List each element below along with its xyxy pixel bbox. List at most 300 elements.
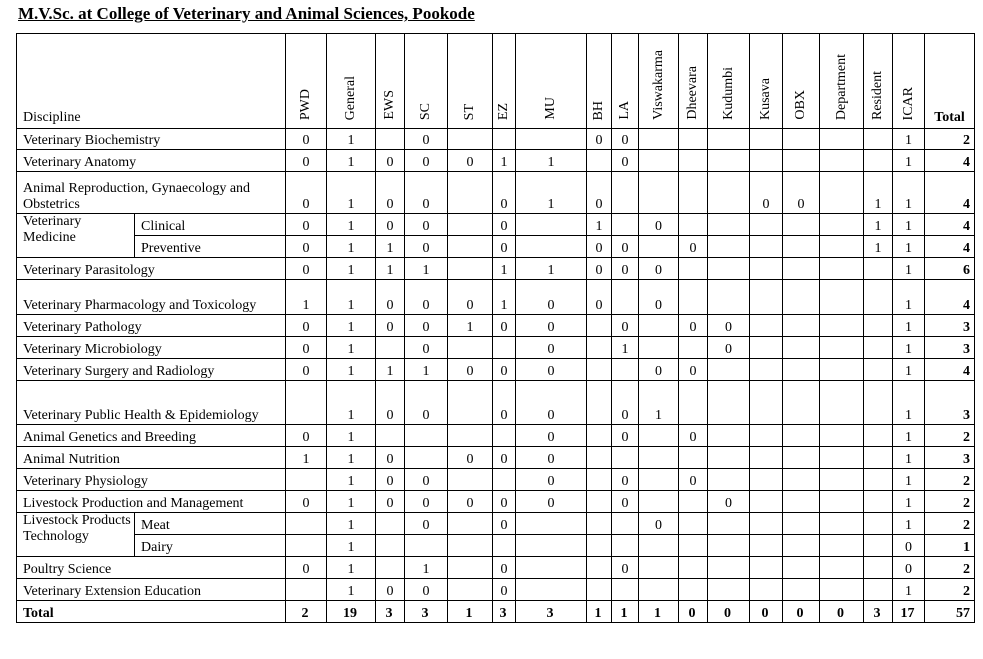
table-cell: 0 bbox=[493, 359, 516, 381]
table-cell: 1 bbox=[493, 258, 516, 280]
table-cell bbox=[448, 579, 493, 601]
table-cell bbox=[679, 513, 708, 535]
category-header bbox=[448, 34, 493, 129]
table-cell: 0 bbox=[612, 315, 639, 337]
table-cell bbox=[612, 359, 639, 381]
table-cell: 0 bbox=[612, 557, 639, 579]
table-cell bbox=[750, 447, 783, 469]
table-cell bbox=[820, 447, 864, 469]
table-cell bbox=[286, 535, 327, 557]
total-cell: 2 bbox=[286, 601, 327, 623]
table-cell bbox=[783, 258, 820, 280]
table-cell: 1 bbox=[893, 337, 925, 359]
total-cell: 19 bbox=[327, 601, 376, 623]
row-total: 2 bbox=[925, 579, 975, 601]
table-cell: 0 bbox=[612, 491, 639, 513]
table-cell bbox=[448, 513, 493, 535]
table-cell: 1 bbox=[893, 579, 925, 601]
table-cell bbox=[679, 214, 708, 236]
table-cell: 1 bbox=[864, 236, 893, 258]
table-cell bbox=[783, 359, 820, 381]
table-cell: 0 bbox=[286, 315, 327, 337]
category-header bbox=[750, 34, 783, 129]
table-cell bbox=[750, 579, 783, 601]
table-cell: 0 bbox=[708, 491, 750, 513]
table-cell bbox=[820, 150, 864, 172]
table-row bbox=[17, 579, 975, 601]
table-cell: 0 bbox=[493, 381, 516, 425]
total-cell: 3 bbox=[493, 601, 516, 623]
table-cell: 0 bbox=[493, 214, 516, 236]
table-cell bbox=[820, 172, 864, 214]
table-cell bbox=[516, 579, 587, 601]
table-row bbox=[17, 381, 975, 425]
discipline-label: Veterinary Pathology bbox=[17, 315, 286, 337]
category-header bbox=[679, 34, 708, 129]
table-cell bbox=[783, 425, 820, 447]
table-cell: 0 bbox=[493, 513, 516, 535]
table-cell bbox=[679, 557, 708, 579]
table-cell: 1 bbox=[327, 214, 376, 236]
table-cell: 1 bbox=[587, 214, 612, 236]
table-cell: 0 bbox=[493, 236, 516, 258]
table-cell bbox=[783, 557, 820, 579]
table-cell bbox=[639, 129, 679, 150]
row-total: 3 bbox=[925, 337, 975, 359]
table-cell: 0 bbox=[376, 381, 405, 425]
table-cell bbox=[448, 425, 493, 447]
category-label: BH bbox=[591, 100, 607, 120]
total-cell: 0 bbox=[750, 601, 783, 623]
table-cell bbox=[587, 337, 612, 359]
table-cell bbox=[864, 447, 893, 469]
table-cell bbox=[820, 381, 864, 425]
table-cell bbox=[708, 557, 750, 579]
table-cell bbox=[679, 535, 708, 557]
discipline-label: Veterinary Parasitology bbox=[17, 258, 286, 280]
table-cell bbox=[679, 129, 708, 150]
table-cell bbox=[864, 557, 893, 579]
discipline-label: Veterinary Biochemistry bbox=[17, 129, 286, 150]
table-row bbox=[17, 491, 975, 513]
category-label: Dheevara bbox=[685, 66, 701, 120]
table-cell bbox=[516, 513, 587, 535]
table-cell: 0 bbox=[448, 280, 493, 315]
table-cell: 0 bbox=[639, 359, 679, 381]
table-cell: 0 bbox=[405, 236, 448, 258]
table-cell: 0 bbox=[516, 359, 587, 381]
table-row bbox=[17, 129, 975, 150]
table-cell bbox=[612, 280, 639, 315]
table-row bbox=[17, 469, 975, 491]
table-cell: 1 bbox=[516, 150, 587, 172]
table-cell bbox=[783, 447, 820, 469]
table-cell bbox=[679, 579, 708, 601]
table-cell: 1 bbox=[327, 557, 376, 579]
table-cell: 1 bbox=[893, 425, 925, 447]
table-cell bbox=[493, 425, 516, 447]
table-cell bbox=[679, 280, 708, 315]
table-cell bbox=[750, 337, 783, 359]
table-cell bbox=[864, 258, 893, 280]
table-cell: 1 bbox=[376, 359, 405, 381]
table-cell bbox=[864, 150, 893, 172]
table-cell: 1 bbox=[864, 172, 893, 214]
category-label: OBX bbox=[793, 90, 809, 120]
table-cell: 0 bbox=[376, 491, 405, 513]
table-cell: 1 bbox=[893, 280, 925, 315]
row-total: 1 bbox=[925, 535, 975, 557]
table-cell: 0 bbox=[405, 337, 448, 359]
category-label: EZ bbox=[496, 102, 512, 120]
table-cell: 1 bbox=[327, 315, 376, 337]
category-label: ICAR bbox=[900, 86, 916, 120]
category-label: General bbox=[343, 75, 359, 120]
discipline-label: Poultry Science bbox=[17, 557, 286, 579]
discipline-label: Veterinary Surgery and Radiology bbox=[17, 359, 286, 381]
table-cell bbox=[679, 258, 708, 280]
table-cell: 0 bbox=[679, 236, 708, 258]
table-cell bbox=[750, 258, 783, 280]
table-cell: 0 bbox=[286, 359, 327, 381]
table-cell: 0 bbox=[516, 491, 587, 513]
table-cell bbox=[820, 579, 864, 601]
table-cell: 0 bbox=[405, 513, 448, 535]
row-total: 4 bbox=[925, 150, 975, 172]
table-cell: 0 bbox=[286, 236, 327, 258]
table-row bbox=[17, 150, 975, 172]
row-total: 3 bbox=[925, 315, 975, 337]
table-cell bbox=[820, 425, 864, 447]
table-cell: 0 bbox=[587, 236, 612, 258]
table-cell bbox=[708, 447, 750, 469]
table-cell: 1 bbox=[327, 579, 376, 601]
table-cell: 0 bbox=[679, 425, 708, 447]
table-cell bbox=[639, 557, 679, 579]
discipline-label: Livestock Products Technology bbox=[17, 513, 135, 557]
table-cell bbox=[448, 337, 493, 359]
grand-total: 57 bbox=[925, 601, 975, 623]
table-cell: 0 bbox=[679, 469, 708, 491]
table-cell bbox=[783, 381, 820, 425]
total-header: Total bbox=[925, 34, 975, 129]
table-cell bbox=[783, 280, 820, 315]
table-cell bbox=[376, 129, 405, 150]
sub-discipline-label: Meat bbox=[135, 513, 286, 535]
table-cell bbox=[448, 535, 493, 557]
table-cell: 0 bbox=[893, 557, 925, 579]
table-cell: 1 bbox=[286, 280, 327, 315]
table-cell: 1 bbox=[893, 359, 925, 381]
table-cell: 0 bbox=[286, 491, 327, 513]
table-cell bbox=[612, 513, 639, 535]
table-cell: 1 bbox=[405, 258, 448, 280]
table-cell bbox=[708, 359, 750, 381]
category-header bbox=[376, 34, 405, 129]
table-cell: 1 bbox=[893, 315, 925, 337]
table-cell bbox=[750, 129, 783, 150]
total-cell: 0 bbox=[783, 601, 820, 623]
table-cell bbox=[679, 172, 708, 214]
table-cell bbox=[708, 280, 750, 315]
table-cell bbox=[864, 280, 893, 315]
table-cell: 1 bbox=[327, 381, 376, 425]
table-cell bbox=[820, 337, 864, 359]
table-cell: 0 bbox=[405, 214, 448, 236]
table-cell bbox=[783, 315, 820, 337]
table-row bbox=[17, 513, 975, 535]
table-cell: 0 bbox=[493, 447, 516, 469]
table-cell: 1 bbox=[893, 469, 925, 491]
table-cell: 0 bbox=[639, 214, 679, 236]
table-row bbox=[17, 557, 975, 579]
category-label: ST bbox=[462, 103, 478, 120]
total-cell: 3 bbox=[376, 601, 405, 623]
table-cell: 1 bbox=[516, 172, 587, 214]
table-cell: 0 bbox=[376, 447, 405, 469]
row-total: 6 bbox=[925, 258, 975, 280]
category-header bbox=[612, 34, 639, 129]
table-cell bbox=[820, 258, 864, 280]
table-cell: 0 bbox=[405, 579, 448, 601]
total-cell: 3 bbox=[516, 601, 587, 623]
row-total: 2 bbox=[925, 491, 975, 513]
category-label: PWD bbox=[298, 88, 314, 120]
table-cell bbox=[639, 172, 679, 214]
table-cell: 0 bbox=[286, 214, 327, 236]
table-cell bbox=[376, 535, 405, 557]
table-cell: 0 bbox=[376, 280, 405, 315]
table-cell bbox=[820, 359, 864, 381]
category-header bbox=[864, 34, 893, 129]
table-cell: 1 bbox=[493, 150, 516, 172]
table-row bbox=[17, 447, 975, 469]
category-label: Department bbox=[833, 53, 849, 120]
table-cell bbox=[286, 579, 327, 601]
table-cell bbox=[639, 535, 679, 557]
table-row bbox=[17, 535, 975, 557]
table-cell: 1 bbox=[376, 236, 405, 258]
table-cell bbox=[708, 381, 750, 425]
table-cell: 0 bbox=[405, 172, 448, 214]
table-cell: 0 bbox=[612, 381, 639, 425]
row-total: 4 bbox=[925, 172, 975, 214]
table-cell bbox=[708, 469, 750, 491]
table-cell: 0 bbox=[783, 172, 820, 214]
table-cell: 0 bbox=[516, 447, 587, 469]
row-total: 2 bbox=[925, 557, 975, 579]
table-cell bbox=[750, 381, 783, 425]
table-cell bbox=[639, 447, 679, 469]
table-cell bbox=[750, 535, 783, 557]
table-cell: 0 bbox=[516, 337, 587, 359]
table-cell bbox=[708, 258, 750, 280]
table-cell bbox=[639, 315, 679, 337]
total-cell: 3 bbox=[864, 601, 893, 623]
table-cell bbox=[820, 214, 864, 236]
table-cell: 0 bbox=[286, 425, 327, 447]
table-cell bbox=[448, 469, 493, 491]
table-cell: 1 bbox=[893, 381, 925, 425]
table-cell bbox=[516, 557, 587, 579]
table-cell: 1 bbox=[893, 258, 925, 280]
table-cell bbox=[493, 469, 516, 491]
table-cell bbox=[376, 425, 405, 447]
table-cell bbox=[376, 557, 405, 579]
table-cell: 1 bbox=[327, 491, 376, 513]
table-cell bbox=[864, 425, 893, 447]
table-cell: 0 bbox=[516, 315, 587, 337]
table-cell bbox=[493, 535, 516, 557]
discipline-label: Animal Reproduction, Gynaecology and Obstetrics bbox=[17, 172, 286, 214]
discipline-label: Veterinary Public Health & Epidemiology bbox=[17, 381, 286, 425]
table-row bbox=[17, 172, 975, 214]
table-cell: 0 bbox=[750, 172, 783, 214]
table-cell bbox=[587, 535, 612, 557]
table-cell bbox=[587, 359, 612, 381]
table-cell bbox=[639, 337, 679, 359]
table-cell bbox=[612, 214, 639, 236]
table-cell bbox=[639, 150, 679, 172]
table-cell bbox=[612, 172, 639, 214]
table-cell bbox=[820, 129, 864, 150]
table-cell bbox=[516, 129, 587, 150]
table-cell: 1 bbox=[516, 258, 587, 280]
table-cell bbox=[587, 469, 612, 491]
table-cell bbox=[448, 557, 493, 579]
table-cell bbox=[750, 236, 783, 258]
table-cell: 0 bbox=[405, 381, 448, 425]
table-cell: 1 bbox=[327, 513, 376, 535]
table-cell bbox=[750, 469, 783, 491]
table-cell bbox=[783, 535, 820, 557]
table-cell: 0 bbox=[448, 150, 493, 172]
table-cell: 1 bbox=[327, 337, 376, 359]
table-cell bbox=[708, 172, 750, 214]
table-cell: 1 bbox=[893, 447, 925, 469]
row-total: 2 bbox=[925, 425, 975, 447]
table-cell: 0 bbox=[448, 491, 493, 513]
sub-discipline-label: Clinical bbox=[135, 214, 286, 236]
table-cell: 0 bbox=[708, 337, 750, 359]
discipline-header: Discipline bbox=[17, 34, 286, 129]
table-cell bbox=[783, 150, 820, 172]
table-cell bbox=[864, 535, 893, 557]
table-cell: 0 bbox=[587, 172, 612, 214]
table-cell bbox=[612, 447, 639, 469]
row-total: 4 bbox=[925, 214, 975, 236]
total-cell: 1 bbox=[639, 601, 679, 623]
table-cell: 1 bbox=[893, 214, 925, 236]
table-cell: 1 bbox=[327, 469, 376, 491]
table-cell: 1 bbox=[893, 513, 925, 535]
table-cell: 1 bbox=[327, 535, 376, 557]
category-label: Kudumbi bbox=[720, 67, 736, 120]
table-cell: 0 bbox=[516, 469, 587, 491]
row-total: 3 bbox=[925, 381, 975, 425]
table-cell: 1 bbox=[405, 557, 448, 579]
table-cell: 0 bbox=[612, 129, 639, 150]
table-cell: 0 bbox=[405, 315, 448, 337]
table-cell bbox=[708, 425, 750, 447]
table-cell: 0 bbox=[516, 280, 587, 315]
category-label: LA bbox=[617, 101, 633, 120]
table-cell bbox=[864, 337, 893, 359]
table-row bbox=[17, 258, 975, 280]
table-cell bbox=[750, 359, 783, 381]
table-cell: 0 bbox=[639, 513, 679, 535]
total-cell: 1 bbox=[612, 601, 639, 623]
table-cell: 0 bbox=[405, 469, 448, 491]
table-cell bbox=[708, 150, 750, 172]
total-cell: 17 bbox=[893, 601, 925, 623]
table-cell: 0 bbox=[493, 315, 516, 337]
table-cell bbox=[516, 535, 587, 557]
category-header bbox=[516, 34, 587, 129]
table-cell: 0 bbox=[493, 491, 516, 513]
table-cell bbox=[587, 447, 612, 469]
table-cell bbox=[612, 579, 639, 601]
table-cell: 1 bbox=[327, 129, 376, 150]
table-cell bbox=[587, 579, 612, 601]
table-cell bbox=[448, 214, 493, 236]
category-header bbox=[493, 34, 516, 129]
table-cell bbox=[639, 469, 679, 491]
table-cell bbox=[286, 469, 327, 491]
table-cell: 0 bbox=[679, 315, 708, 337]
table-cell: 1 bbox=[327, 236, 376, 258]
discipline-label: Veterinary Extension Education bbox=[17, 579, 286, 601]
table-cell bbox=[679, 150, 708, 172]
table-cell bbox=[639, 579, 679, 601]
table-cell bbox=[708, 513, 750, 535]
table-cell: 0 bbox=[612, 469, 639, 491]
category-label: Resident bbox=[870, 71, 886, 120]
table-cell: 0 bbox=[708, 315, 750, 337]
table-cell bbox=[783, 469, 820, 491]
table-cell: 1 bbox=[327, 425, 376, 447]
category-label: Viswakarma bbox=[650, 50, 666, 120]
table-cell bbox=[376, 513, 405, 535]
table-cell: 0 bbox=[587, 258, 612, 280]
table-cell: 0 bbox=[376, 469, 405, 491]
table-cell: 1 bbox=[327, 150, 376, 172]
table-cell: 1 bbox=[893, 150, 925, 172]
table-cell bbox=[405, 535, 448, 557]
table-cell: 0 bbox=[612, 236, 639, 258]
table-cell: 0 bbox=[405, 129, 448, 150]
table-cell bbox=[587, 425, 612, 447]
table-cell bbox=[493, 129, 516, 150]
table-cell: 0 bbox=[516, 425, 587, 447]
total-cell: 0 bbox=[708, 601, 750, 623]
table-cell: 1 bbox=[448, 315, 493, 337]
row-total: 4 bbox=[925, 280, 975, 315]
table-cell: 1 bbox=[327, 258, 376, 280]
table-cell: 1 bbox=[376, 258, 405, 280]
table-cell bbox=[783, 129, 820, 150]
table-cell bbox=[516, 236, 587, 258]
table-cell bbox=[820, 513, 864, 535]
total-label: Total bbox=[17, 601, 286, 623]
table-cell: 0 bbox=[893, 535, 925, 557]
seat-table bbox=[16, 33, 975, 623]
table-cell: 0 bbox=[493, 557, 516, 579]
table-cell bbox=[783, 579, 820, 601]
category-header bbox=[405, 34, 448, 129]
table-cell: 1 bbox=[893, 236, 925, 258]
table-cell bbox=[639, 425, 679, 447]
